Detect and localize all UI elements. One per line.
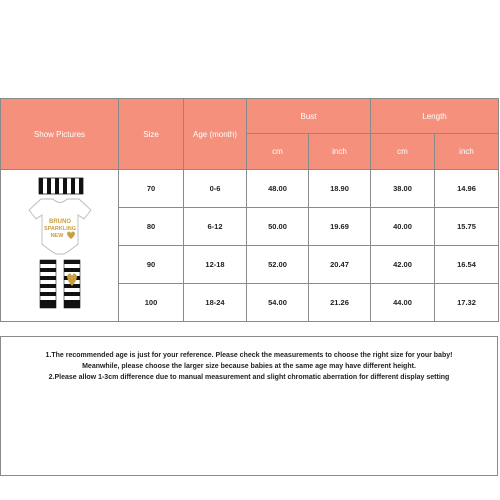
note-line-1: 1.The recommended age is just for your reference. Please check the measurements to choose the right size for your baby! xyxy=(45,352,453,359)
cell-length-cm: 42.00 xyxy=(371,246,435,284)
cell-size: 100 xyxy=(119,284,184,322)
header-row-top xyxy=(1,99,499,134)
cell-length-inch: 15.75 xyxy=(435,208,499,246)
cell-bust-inch: 18.90 xyxy=(309,170,371,208)
header-show-pictures: Show Pictures xyxy=(1,99,119,170)
cell-size: 90 xyxy=(119,246,184,284)
headband-icon xyxy=(39,178,83,194)
cell-bust-cm: 52.00 xyxy=(247,246,309,284)
onesie-icon xyxy=(29,199,91,254)
cell-age: 12-18 xyxy=(184,246,247,284)
leg-warmer-right-icon xyxy=(64,260,80,308)
header-age: Age (month) xyxy=(184,99,247,170)
cell-length-cm: 40.00 xyxy=(371,208,435,246)
cell-bust-inch: 21.26 xyxy=(309,284,371,322)
product-picture-cell xyxy=(1,170,119,322)
cell-size: 70 xyxy=(119,170,184,208)
note-line-2: Meanwhile, please choose the larger size because babies at the same age may have different height. xyxy=(82,363,416,370)
header-size: Size xyxy=(119,99,184,170)
size-chart-table xyxy=(0,98,499,322)
cell-length-cm: 44.00 xyxy=(371,284,435,322)
cell-bust-inch: 20.47 xyxy=(309,246,371,284)
table-row xyxy=(1,170,499,208)
header-length-cm: cm xyxy=(371,134,435,170)
cell-bust-cm: 48.00 xyxy=(247,170,309,208)
leg-warmer-left-icon xyxy=(40,260,56,308)
header-bust-cm: cm xyxy=(247,134,309,170)
cell-length-inch: 16.54 xyxy=(435,246,499,284)
cell-bust-cm: 54.00 xyxy=(247,284,309,322)
size-chart-frame xyxy=(0,98,498,478)
cell-age: 6-12 xyxy=(184,208,247,246)
cell-size: 80 xyxy=(119,208,184,246)
cell-age: 18-24 xyxy=(184,284,247,322)
svg-text:BRUNO: BRUNO xyxy=(49,218,71,225)
product-outfit-illustration xyxy=(1,172,119,320)
cell-length-inch: 17.32 xyxy=(435,284,499,322)
cell-bust-inch: 19.69 xyxy=(309,208,371,246)
product-image xyxy=(1,172,118,320)
header-length-inch: inch xyxy=(435,134,499,170)
note-line-3: 2.Please allow 1-3cm difference due to manual measurement and slight chromatic aberration for different display setting xyxy=(48,374,450,381)
svg-text:SPARKLING: SPARKLING xyxy=(44,225,76,232)
cell-length-inch: 14.96 xyxy=(435,170,499,208)
cell-age: 0-6 xyxy=(184,170,247,208)
header-bust: Bust xyxy=(247,99,371,134)
header-bust-inch: inch xyxy=(309,134,371,170)
header-length: Length xyxy=(371,99,499,134)
svg-text:NEW: NEW xyxy=(50,232,64,239)
cell-length-cm: 38.00 xyxy=(371,170,435,208)
cell-bust-cm: 50.00 xyxy=(247,208,309,246)
size-notes xyxy=(0,336,498,476)
